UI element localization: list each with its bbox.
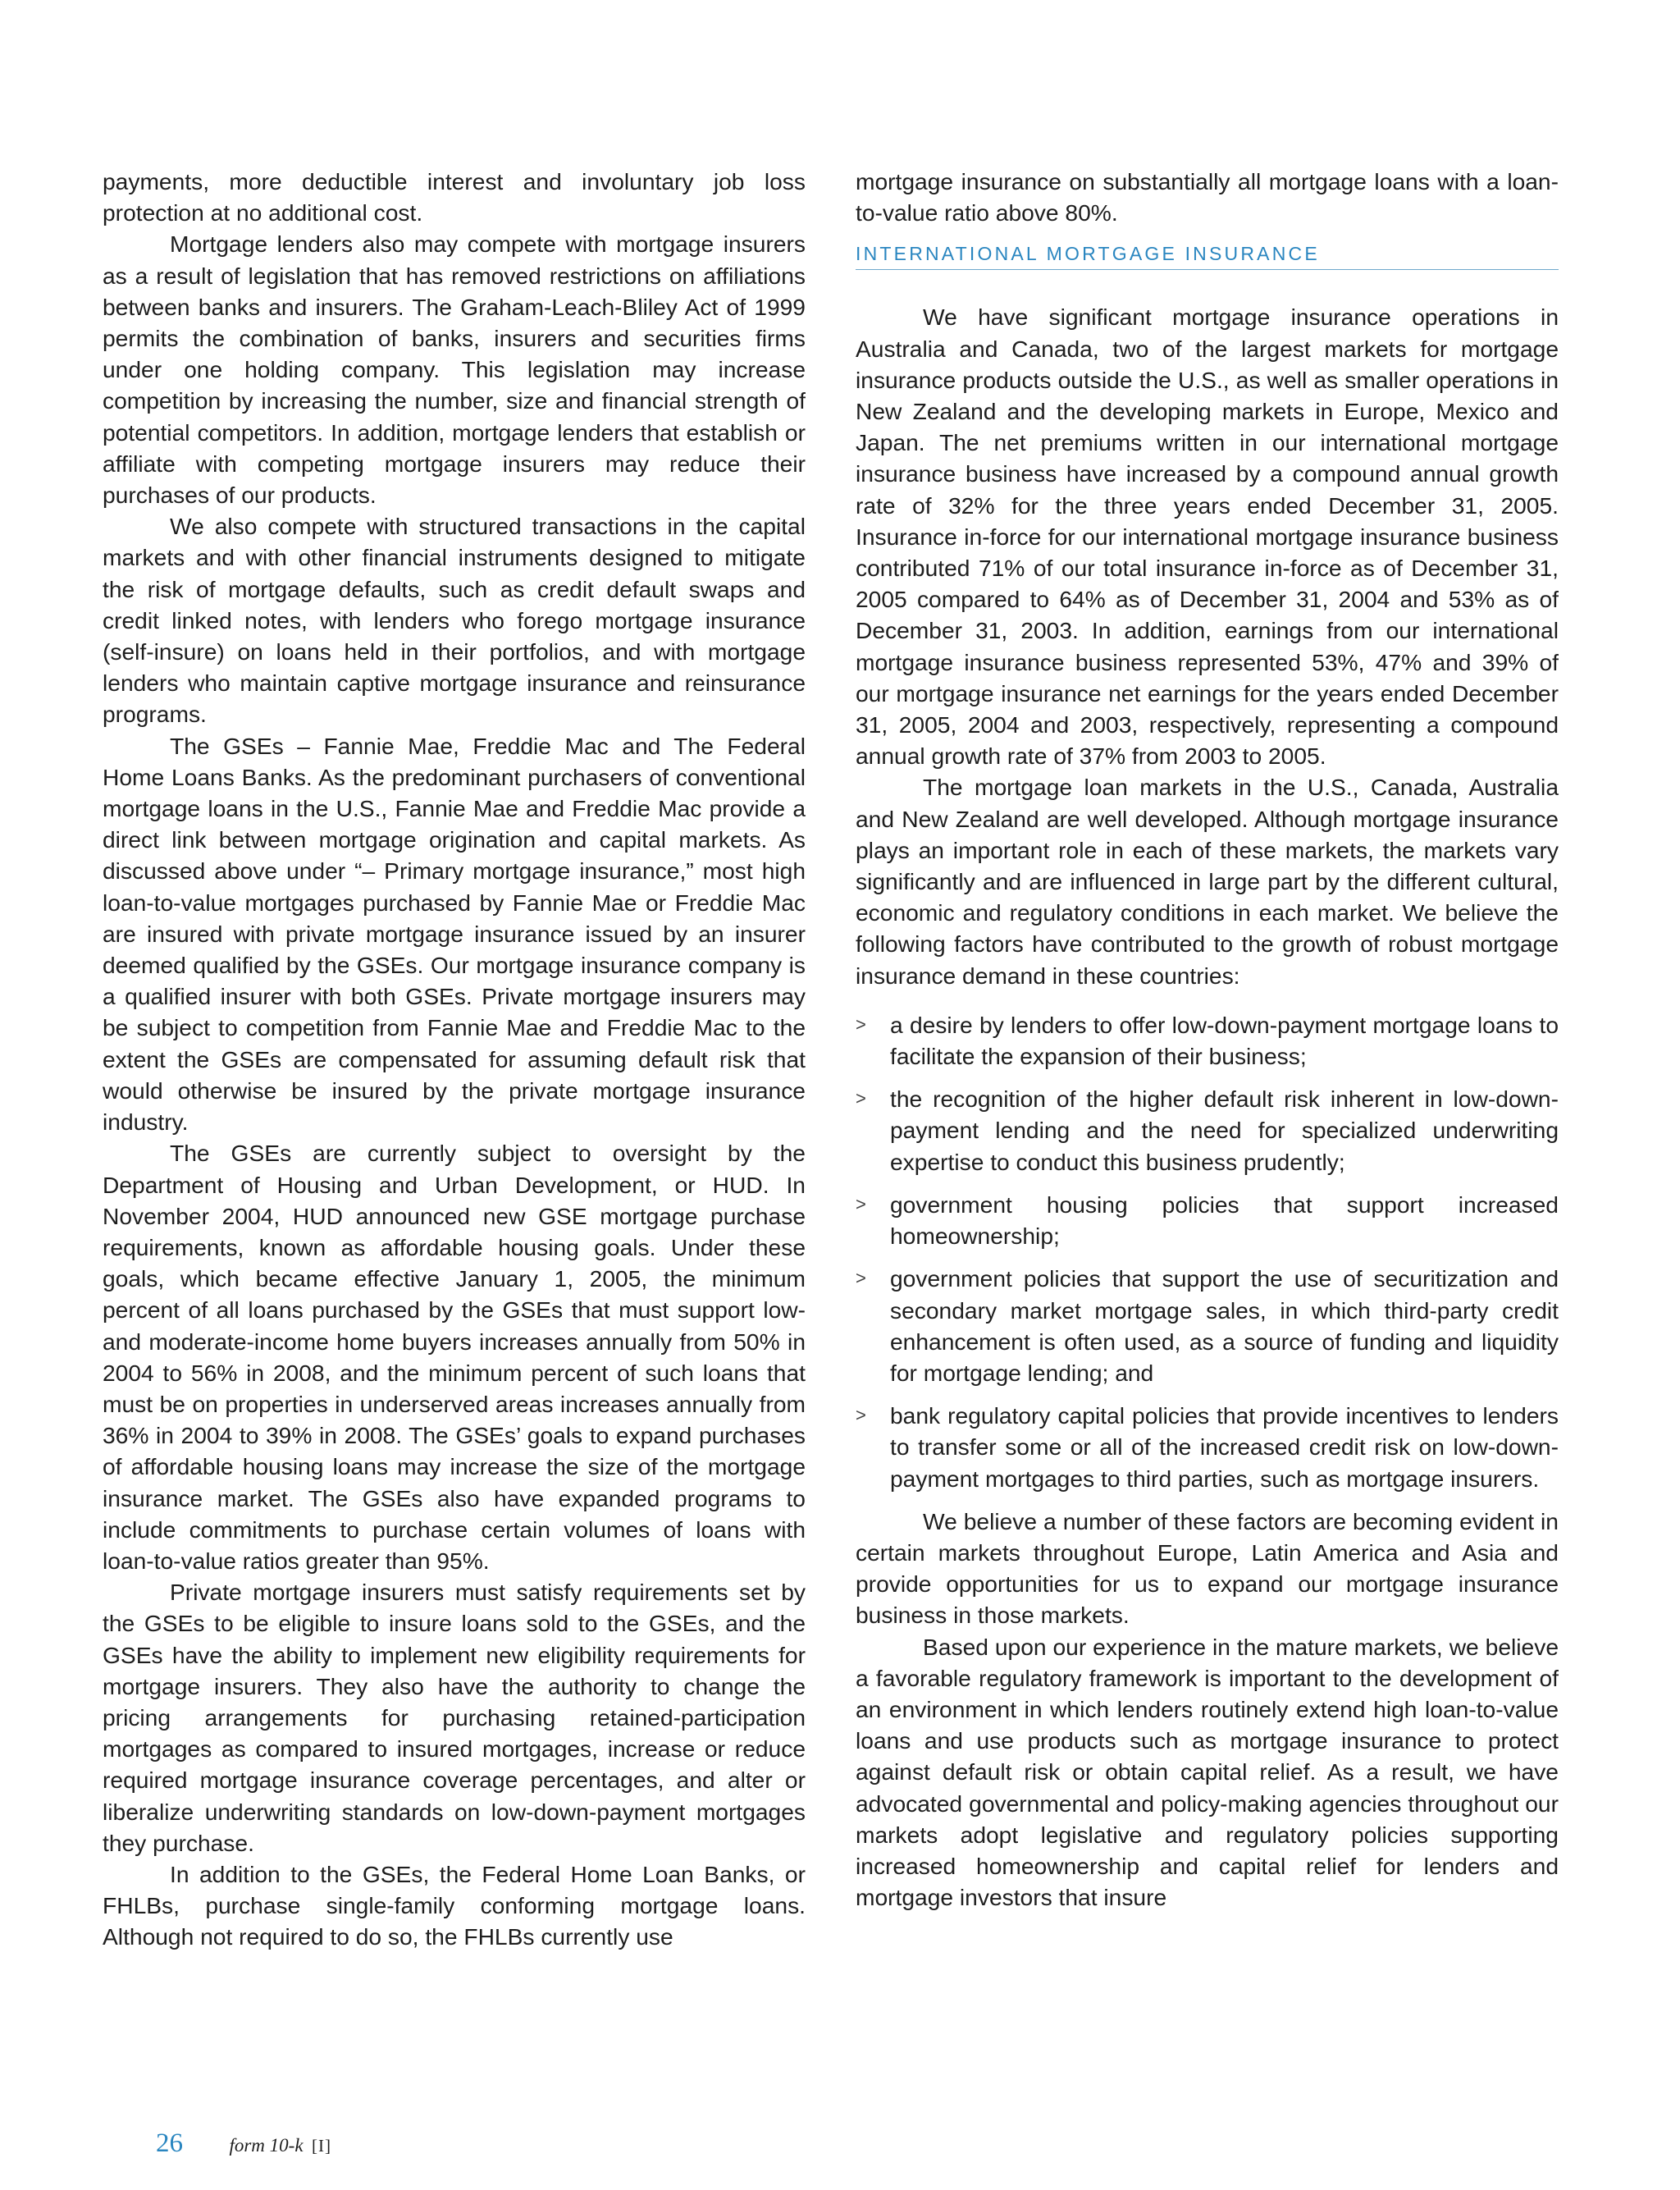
chevron-bullet-icon: > — [856, 1405, 866, 1426]
chevron-bullet-icon: > — [856, 1088, 866, 1109]
list-item-text: the recognition of the higher default risk inherent in low-down-payment lending and the need for specialized underwriting expertise to conduct this business prudently; — [890, 1086, 1559, 1175]
paragraph: Mortgage lenders also may compete with mortgage insurers as a result of legislation that has removed restrictions on affiliations between banks and insurers. The Graham-Leach-Bliley Act of 1999 permits the combination of banks, insurers and securities firms under one holding company. This legislation may increase competition by increasing the number, size and financial strength of potential competitors. In addition, mortgage lenders that establish or affiliate with competing mortgage insurers may reduce their purchases of our products. — [103, 231, 806, 509]
right-column — [856, 166, 1559, 1913]
list-item — [856, 1083, 1559, 1177]
paragraph-body: As the predominant purchasers of conventional mortgage loans in the U.S., Fannie Mae and Freddie Mac provide a direct link between mortgage origination and capital markets. As discussed above under “– Primary mortgage insurance,” most high loan-to-value mortgages purchased by Fannie Mae or Freddie Mac are insured with private mortgage insurance issued by an insurer deemed qualified by the GSEs. Our mortgage insurance company is a qualified insurer with both GSEs. Private mortgage insurers may be subject to competition from Fannie Mae and Freddie Mac to the extent the GSEs are compensated for assuming default risk that would otherwise be insured by the private mortgage insurance industry. — [103, 763, 806, 1136]
paragraph: The mortgage loan markets in the U.S., Canada, Australia and New Zealand are well developed. Although mortgage insurance plays an important role in each of these markets, the markets vary significantly and are influenced in large part by the different cultural, economic and regulatory conditions in each market. We believe the following factors have contributed to the growth of robust mortgage insurance demand in these countries: — [856, 774, 1559, 989]
list-item — [856, 1009, 1559, 1072]
page-footer — [156, 2128, 331, 2159]
list-item — [856, 1400, 1559, 1494]
list-item — [856, 1263, 1559, 1388]
paragraph: We have significant mortgage insurance operations in Australia and Canada, two of the largest markets for mortgage insurance products outside the U.S., as well as smaller operations in New Zealand and the developing markets in Europe, Mexico and Japan. The net premiums written in our international mortgage insurance business have increased by a compound annual growth rate of 32% for the three years ended December 31, 2005. Insurance in-force for our international mortgage insurance business contributed 71% of our total insurance in-force as of December 31, 2005 compared to 64% as of December 31, 2004 and 53% as of December 31, 2003. In addition, earnings from our international mortgage insurance business represented 53%, 47% and 39% of our mortgage insurance net earnings for the years ended December 31, 2005, 2004 and 2003, respectively, representing a compound annual growth rate of 37% from 2003 to 2005. — [856, 304, 1559, 770]
list-item-text: government housing policies that support increased homeownership; — [890, 1191, 1559, 1250]
paragraph: Based upon our experience in the mature markets, we believe a favorable regulatory framework is important to the development of an environment in which lenders routinely extend high loan-to-value loans and use products such as mortgage insurance to protect against default risk or obtain capital relief. As a result, we have advocated governmental and policy-making agencies throughout our markets adopt legislative and regulatory policies supporting increased homeownership and capital relief for lenders and mortgage investors that insure — [856, 1633, 1559, 1911]
paragraph: Private mortgage insurers must satisfy requirements set by the GSEs to be eligible to insure loans sold to the GSEs, and the GSEs have the ability to implement new eligibility requirements for mortgage insurers. They also have the authority to change the pricing arrangements for purchasing retained-participation mortgages as compared to insured mortgages, increase or reduce required mortgage insurance coverage percentages, and alter or liberalize underwriting standards on low-down-payment mortgages they purchase. — [103, 1579, 806, 1856]
paragraph: payments, more deductible interest and involuntary job loss protection at no additional cost. — [103, 168, 806, 226]
footer-label: form 10-k — [229, 2135, 304, 2156]
spacer — [856, 270, 1559, 301]
paragraph: We also compete with structured transactions in the capital markets and with other financial instruments designed to mitigate the risk of mortgage defaults, such as credit default swaps and credit linked notes, with lenders who forego mortgage insurance (self-insure) on loans held in their portfolios, and with mortgage lenders who maintain captive mortgage insurance and reinsurance programs. — [103, 513, 806, 728]
list-item-text: a desire by lenders to offer low-down-payment mortgage loans to facilitate the expansion of their business; — [890, 1011, 1559, 1070]
section-heading-international: INTERNATIONAL MORTGAGE INSURANCE — [856, 241, 1559, 270]
list-item — [856, 1189, 1559, 1251]
chevron-bullet-icon: > — [856, 1268, 866, 1289]
paragraph: We believe a number of these factors are becoming evident in certain markets throughout Europe, Latin America and Asia and provide opportunities for us to expand our mortgage insurance business in those markets. — [856, 1507, 1559, 1629]
paragraph: The GSEs are currently subject to oversight by the Department of Housing and Urban Development, or HUD. In November 2004, HUD announced new GSE mortgage purchase requirements, known as affordable housing goals. Under these goals, which became effective January 1, 2005, the minimum percent of all loans purchased by the GSEs that must support low- and moderate-income home buyers increases annually from 50% in 2004 to 56% in 2008, and the minimum percent of such loans that must be on properties in underserved areas increases annually from 36% in 2004 to 39% in 2008. The GSEs’ goals to expand purchases of affordable housing loans may increase the size of the mortgage insurance market. The GSEs also have expanded programs to include commitments to purchase certain volumes of loans with loan-to-value ratios greater than 95%. — [103, 1140, 806, 1574]
factor-list — [856, 1009, 1559, 1494]
paragraph-gses — [103, 730, 806, 1138]
chevron-bullet-icon: > — [856, 1013, 866, 1035]
paragraph: mortgage insurance on substantially all mortgage loans with a loan-to-value ratio above 80%. — [856, 168, 1559, 226]
list-item-text: bank regulatory capital policies that provide incentives to lenders to transfer some or all of the increased credit risk on low-down-payment mortgages to third parties, such as mortgage insurers. — [890, 1402, 1559, 1492]
footer-section-marker: [I] — [311, 2136, 331, 2156]
list-item-text: government policies that support the use of securitization and secondary market mortgage sales, in which third-party credit enhancement is often used, as a source of funding and liquidity for mortgage lending; and — [890, 1265, 1559, 1386]
left-column — [103, 166, 806, 1953]
page-number: 26 — [156, 2128, 183, 2158]
run-in-heading: The GSEs – Fannie Mae, Freddie Mac and The Federal Home Loans Banks. — [103, 732, 806, 790]
paragraph: In addition to the GSEs, the Federal Home Loan Banks, or FHLBs, purchase single-family conforming mortgage loans. Although not required to do so, the FHLBs currently use — [103, 1860, 806, 1950]
chevron-bullet-icon: > — [856, 1193, 866, 1214]
